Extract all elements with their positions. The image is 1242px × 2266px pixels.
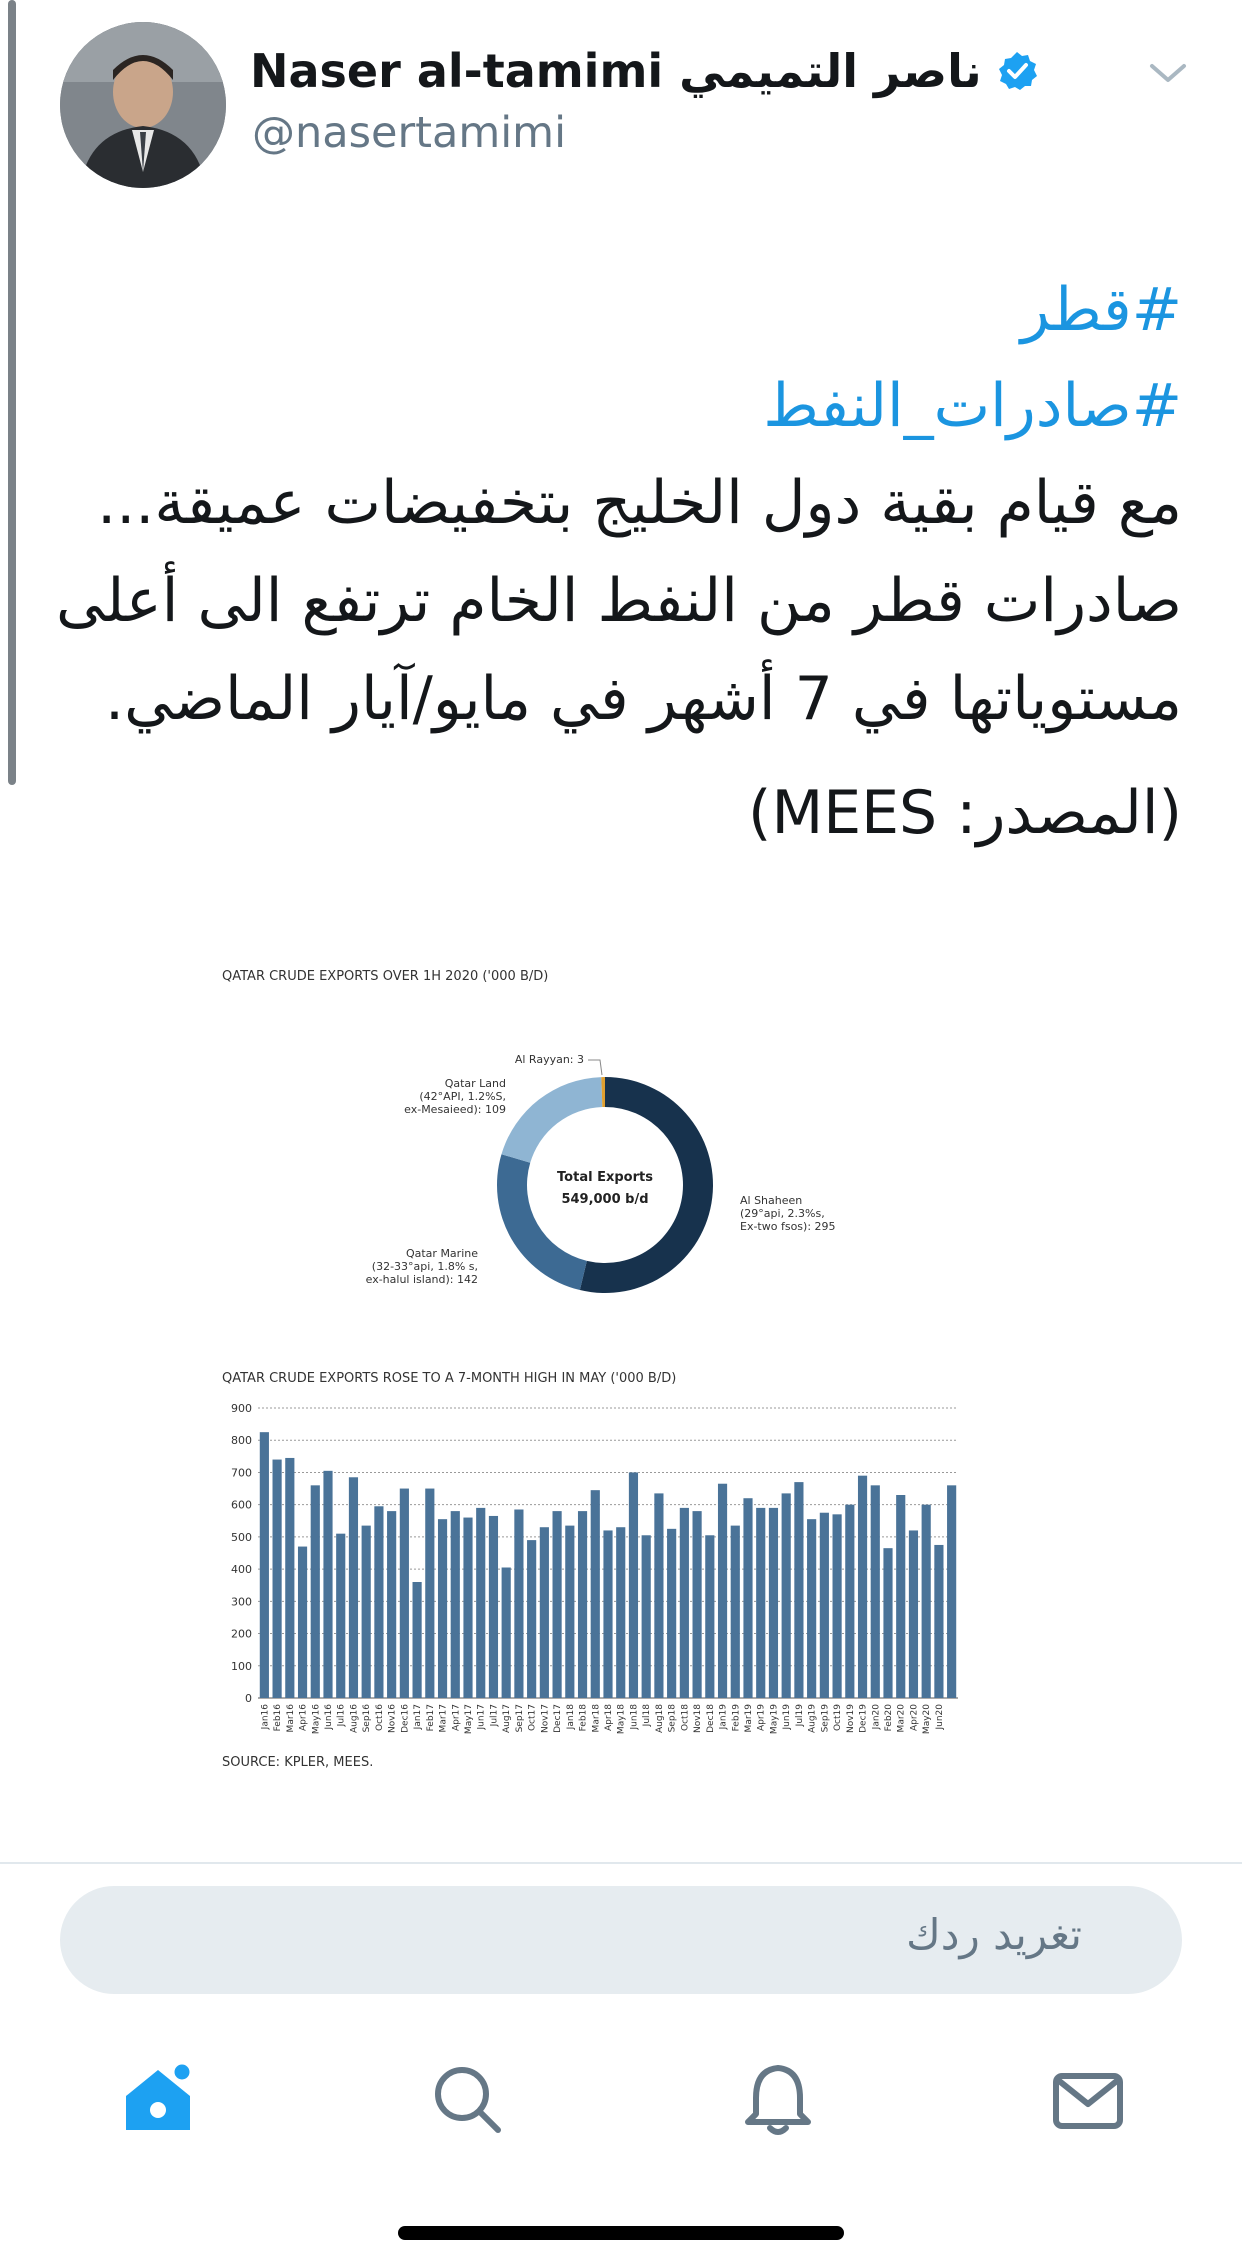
- bar-chart: [231, 1402, 958, 1734]
- chart-figure: [0, 930, 1242, 1800]
- bar-xtick-label: Apr19: [756, 1704, 767, 1732]
- bar-Jan20: [871, 1485, 880, 1698]
- pie-leader-line: [588, 1060, 602, 1075]
- bar-Nov17: [540, 1527, 549, 1698]
- bar-May18: [616, 1527, 625, 1698]
- bar-Apr16: [298, 1547, 307, 1698]
- bar-xtick-label: Jan19: [718, 1704, 729, 1730]
- mail-icon[interactable]: [1048, 2060, 1128, 2140]
- bar-Jul16: [336, 1534, 345, 1698]
- pie-slice-label: Qatar Land (42°API, 1.2%S, ex-Mesaieed): 109: [404, 1077, 506, 1116]
- separator: [0, 1862, 1242, 1864]
- bar-Oct17: [527, 1540, 536, 1698]
- bar-Dec17: [553, 1511, 562, 1698]
- bar-Nov18: [693, 1511, 702, 1698]
- bar-xtick-label: Jun20: [934, 1704, 945, 1730]
- chevron-down-icon[interactable]: [1148, 58, 1188, 88]
- hashtag-qatar[interactable]: #قطر: [1020, 275, 1182, 345]
- bar-xtick-label: Jul18: [642, 1704, 653, 1727]
- bar-xtick-label: Jan17: [413, 1704, 424, 1730]
- bar-May20: [922, 1505, 931, 1698]
- bar-xtick-label: Sep18: [667, 1704, 678, 1733]
- bar-Jul18: [642, 1535, 651, 1698]
- tweet-body-line: مستوياتها في 7 أشهر في مايو/آيار الماضي.: [105, 664, 1182, 734]
- bar-xtick-label: May18: [616, 1704, 627, 1735]
- bar-Nov19: [845, 1505, 854, 1698]
- bar-xtick-label: Jul16: [336, 1704, 347, 1727]
- pie-slice-al-shaheen: [580, 1077, 713, 1293]
- bar-xtick-label: Apr17: [451, 1704, 462, 1732]
- bar-Jun20: [934, 1545, 943, 1698]
- bar-xtick-label: Oct16: [374, 1704, 385, 1732]
- bar-Oct16: [374, 1506, 383, 1698]
- bar-Jun19: [782, 1493, 791, 1698]
- bar-ytick-label: 600: [231, 1498, 252, 1512]
- bar-xtick-label: Jan18: [565, 1704, 576, 1730]
- bar-Mar19: [743, 1498, 752, 1698]
- bar-May19: [769, 1508, 778, 1698]
- bar-ytick-label: 200: [231, 1627, 252, 1641]
- bar-Feb20: [883, 1548, 892, 1698]
- bar-xtick-label: Feb19: [731, 1704, 742, 1732]
- bar-Mar17: [438, 1519, 447, 1698]
- bar-xtick-label: Jun18: [629, 1704, 640, 1730]
- bar-xtick-label: May17: [464, 1704, 474, 1735]
- display-name-row[interactable]: [250, 44, 1038, 98]
- display-name: Naser al-tamimi ناصر التميمي: [250, 44, 982, 98]
- home-icon[interactable]: [118, 2060, 198, 2140]
- bar-xtick-label: Mar17: [438, 1704, 449, 1733]
- tweet-source: (المصدر: MEES): [748, 778, 1182, 848]
- bar-Aug18: [654, 1493, 663, 1698]
- bar-xtick-label: Oct17: [527, 1704, 538, 1732]
- chart-source: SOURCE: KPLER, MEES.: [222, 1755, 374, 1770]
- bar-xtick-label: Aug19: [807, 1704, 818, 1734]
- bar-ytick-label: 100: [231, 1659, 252, 1673]
- bar-Jun17: [476, 1508, 485, 1698]
- bar-xtick-label: Sep19: [820, 1704, 831, 1733]
- bar-Mar20: [896, 1495, 905, 1698]
- bar-Jun16: [323, 1471, 332, 1698]
- bar-undefined: [947, 1485, 956, 1698]
- bar-Aug16: [349, 1477, 358, 1698]
- pie-slice-label: Qatar Marine (32-33°api, 1.8% s, ex-halul island): 142: [365, 1247, 478, 1286]
- bar-xtick-label: Aug16: [349, 1704, 360, 1734]
- bar-Feb18: [578, 1511, 587, 1698]
- pie-slice-label: Al Shaheen (29°api, 2.3%s, Ex-two fsos): 295: [740, 1194, 836, 1233]
- bar-xtick-label: Apr20: [909, 1704, 920, 1732]
- bar-Apr18: [603, 1530, 612, 1698]
- bar-ytick-label: 400: [231, 1563, 252, 1577]
- bar-May16: [311, 1485, 320, 1698]
- bar-Mar18: [591, 1490, 600, 1698]
- bar-xtick-label: Feb16: [273, 1704, 284, 1732]
- bar-xtick-label: May16: [311, 1704, 322, 1735]
- bar-ytick-label: 900: [231, 1402, 252, 1415]
- bar-xtick-label: Dec16: [400, 1704, 411, 1733]
- bar-Dec19: [858, 1476, 867, 1698]
- avatar[interactable]: [60, 22, 226, 188]
- bar-xtick-label: Mar16: [285, 1704, 296, 1733]
- bar-ytick-label: 800: [231, 1434, 252, 1448]
- tweet-media-image[interactable]: [0, 930, 1242, 1800]
- bar-Sep18: [667, 1529, 676, 1698]
- bar-Mar16: [285, 1458, 294, 1698]
- avatar-photo-icon: [60, 22, 226, 188]
- bar-Sep16: [362, 1526, 371, 1698]
- search-icon[interactable]: [428, 2060, 508, 2140]
- bar-xtick-label: Nov19: [845, 1704, 856, 1734]
- bar-xtick-label: Jun16: [324, 1704, 334, 1730]
- bar-Apr19: [756, 1508, 765, 1698]
- bar-Nov16: [387, 1511, 396, 1698]
- bar-xtick-label: Nov18: [693, 1704, 704, 1734]
- bar-xtick-label: Jan20: [871, 1704, 882, 1730]
- bar-Feb17: [425, 1489, 434, 1698]
- bar-xtick-label: Jul19: [794, 1704, 805, 1727]
- bar-Oct18: [680, 1508, 689, 1698]
- bar-Sep17: [514, 1510, 523, 1699]
- bar-xtick-label: May20: [922, 1704, 933, 1735]
- pie-center-label: Total Exports: [557, 1170, 653, 1185]
- bar-Jun18: [629, 1472, 638, 1698]
- bar-Aug17: [502, 1568, 511, 1699]
- bar-Apr20: [909, 1530, 918, 1698]
- tweet-text: [50, 262, 1182, 862]
- bar-xtick-label: Nov17: [540, 1704, 551, 1734]
- bar-xtick-label: Mar19: [744, 1704, 754, 1733]
- bar-xtick-label: Feb18: [578, 1704, 589, 1732]
- bar-Apr17: [451, 1511, 460, 1698]
- bar-xtick-label: Oct18: [680, 1704, 691, 1732]
- bar-xtick-label: May19: [769, 1704, 780, 1735]
- bar-Feb16: [273, 1460, 282, 1698]
- tweet-body-line: مع قيام بقية دول الخليج بتخفيضات عميقة...: [97, 468, 1182, 538]
- home-indicator: [398, 2226, 844, 2240]
- bar-ytick-label: 700: [231, 1466, 252, 1480]
- tweet-body-line: صادرات قطر من النفط الخام ترتفع الى أعلى: [56, 566, 1182, 636]
- bar-xtick-label: Feb20: [884, 1704, 894, 1732]
- bar-Jul17: [489, 1516, 498, 1698]
- bar-Jan18: [565, 1526, 574, 1698]
- bar-xtick-label: Jan16: [260, 1704, 271, 1730]
- bar-xtick-label: Feb17: [425, 1704, 436, 1732]
- bar-Aug19: [807, 1519, 816, 1698]
- bar-xtick-label: Nov16: [387, 1704, 398, 1734]
- bar-xtick-label: Aug17: [502, 1704, 513, 1734]
- thread-line: [8, 0, 16, 785]
- bar-xtick-label: Oct19: [833, 1704, 844, 1732]
- bar-Jan16: [260, 1432, 269, 1698]
- bar-xtick-label: Aug18: [654, 1704, 665, 1734]
- bar-May17: [463, 1518, 472, 1698]
- bar-xtick-label: Apr18: [604, 1704, 614, 1732]
- pie-center-value: 549,000 b/d: [561, 1192, 649, 1207]
- bar-xtick-label: Mar20: [896, 1704, 907, 1733]
- bar-xtick-label: Sep16: [362, 1704, 373, 1733]
- bar-Feb19: [731, 1526, 740, 1698]
- pie-slice-qatar-land: [501, 1077, 602, 1163]
- bar-chart-title: QATAR CRUDE EXPORTS ROSE TO A 7-MONTH HIGH IN MAY ('000 B/D): [222, 1371, 677, 1386]
- bar-xtick-label: Jun17: [476, 1704, 487, 1730]
- bar-Jul19: [794, 1482, 803, 1698]
- bar-xtick-label: Apr16: [298, 1704, 309, 1732]
- bar-Jan17: [413, 1582, 422, 1698]
- reply-input[interactable]: [60, 1886, 1182, 1994]
- bar-xtick-label: Dec17: [553, 1704, 564, 1733]
- reply-placeholder: تغريد ردك: [906, 1910, 1082, 1959]
- bell-icon[interactable]: [738, 2060, 818, 2140]
- bar-xtick-label: Dec18: [705, 1704, 716, 1733]
- bar-Dec16: [400, 1489, 409, 1698]
- bar-Jan19: [718, 1484, 727, 1698]
- pie-slice-label: Al Rayyan: 3: [514, 1053, 584, 1066]
- bar-xtick-label: Sep17: [514, 1704, 525, 1733]
- verified-badge-icon: [996, 50, 1038, 92]
- pie-chart: [366, 1053, 836, 1293]
- tab-bar: [0, 2010, 1242, 2170]
- bar-xtick-label: Mar18: [591, 1704, 602, 1733]
- pie-chart-title: QATAR CRUDE EXPORTS OVER 1H 2020 ('000 B/D): [222, 969, 549, 984]
- bar-ytick-label: 500: [231, 1530, 252, 1544]
- bar-ytick-label: 0: [245, 1692, 252, 1705]
- hashtag-oil-exports[interactable]: #صادرات_النفط: [763, 371, 1182, 441]
- bar-xtick-label: Jun19: [782, 1704, 793, 1730]
- bar-Oct19: [833, 1514, 842, 1698]
- bar-xtick-label: Dec19: [858, 1704, 869, 1733]
- bar-ytick-label: 300: [231, 1595, 252, 1609]
- bar-xtick-label: Jul17: [489, 1704, 500, 1727]
- bar-Sep19: [820, 1513, 829, 1698]
- user-handle[interactable]: @nasertamimi: [252, 108, 567, 158]
- bar-Dec18: [705, 1535, 714, 1698]
